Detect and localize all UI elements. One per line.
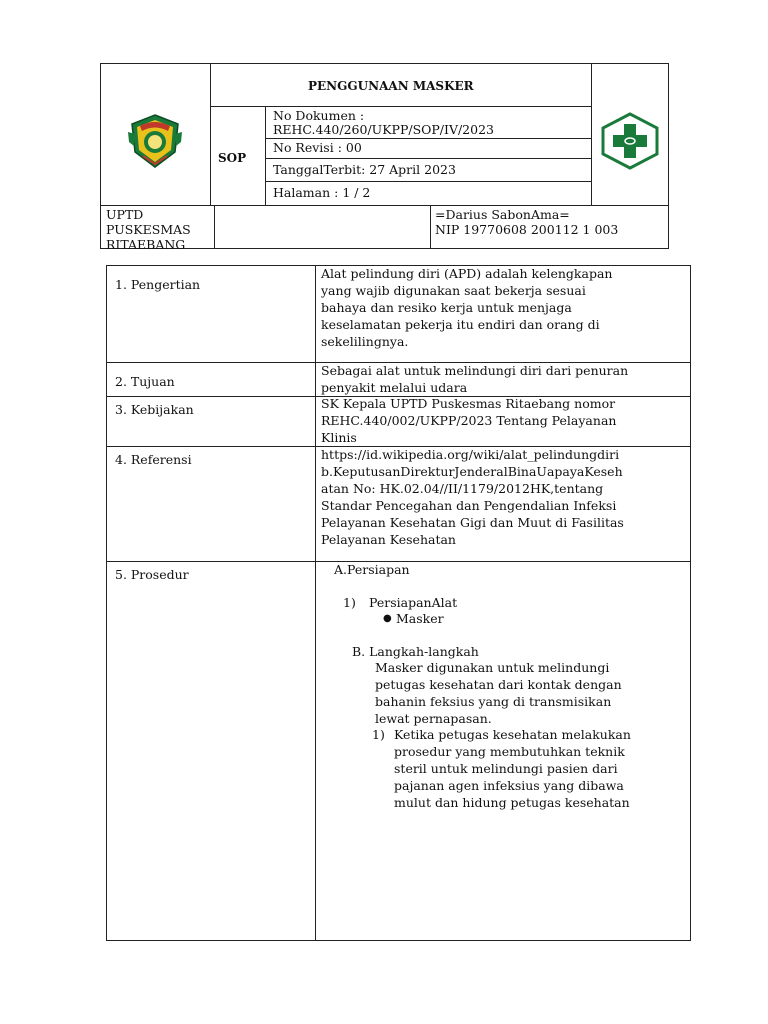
divider [430,205,431,249]
sop-content-table [106,265,691,941]
institution-line-1: UPTD [106,207,144,222]
kebijakan-text [321,395,616,446]
text-line: https://id.wikipedia.org/wiki/alat_pelindungdiri [321,447,620,462]
text-line: atan No: HK.02.04//II/1179/2012HK,tentang [321,481,604,496]
text-line: Standar Pencegahan dan Pengendalian Infeksi [321,498,617,513]
doc-number-value: REHC.440/260/UKPP/SOP/IV/2023 [273,122,494,137]
text-line: steril untuk melindungi pasien dari [394,761,618,776]
document-title: PENGGUNAAN MASKER [308,79,474,93]
institution-line-2: PUSKESMAS [106,222,191,237]
text-line: Pelayanan Kesehatan [321,532,456,547]
text-line: prosedur yang membutuhkan teknik [394,744,625,759]
text-line: Sebagai alat untuk melindungi diri dari penuran [321,363,629,378]
text-line: Ketika petugas kesehatan melakukan [394,727,631,742]
text-line: petugas kesehatan dari kontak dengan [375,677,622,692]
divider [265,158,591,159]
sop-header-table [100,63,669,252]
text-line: pajanan agen infeksius yang dibawa [394,778,624,793]
page-number: Halaman : 1 / 2 [273,185,371,200]
divider [265,138,591,139]
text-line: bahaya dan resiko kerja untuk menjaga [321,300,572,315]
bullet-icon: ● [383,613,392,624]
referensi-text [321,446,624,548]
divider [591,64,592,205]
prosedur-a-heading: A.Persiapan [334,562,410,577]
text-line: mulut dan hidung petugas kesehatan [394,795,630,810]
prosedur-b-heading: B. Langkah-langkah [352,644,479,659]
institution-line-3: RITAEBANG [106,237,186,252]
text-line: b.KeputusanDirekturJenderalBinaUapayaKeseh [321,464,623,479]
prosedur-b-intro [375,659,622,727]
text-line: lewat pernapasan. [375,711,492,726]
divider [315,266,316,940]
prosedur-a-item-text: PersiapanAlat [369,595,458,610]
label-prosedur: 5. Prosedur [115,567,189,582]
label-pengertian: 1. Pengertian [115,277,201,292]
revision-number: No Revisi : 00 [273,140,362,155]
label-tujuan: 2. Tujuan [115,374,175,389]
text-line: Alat pelindung diri (APD) adalah kelengkapan [321,266,613,281]
tujuan-text [321,362,628,396]
sop-label: SOP [218,151,247,165]
divider [210,106,591,107]
prosedur-b-item-number: 1) [372,727,385,742]
text-line: bahanin feksius yang di transmisikan [375,694,612,709]
divider [265,181,591,182]
puskesmas-cross-icon [599,112,661,170]
prosedur-b-item-text [394,726,631,811]
issue-date: TanggalTerbit: 27 April 2023 [273,162,456,177]
signer-nip: NIP 19770608 200112 1 003 [435,222,619,237]
text-line: SK Kepala UPTD Puskesmas Ritaebang nomor [321,396,616,411]
text-line: keselamatan pekerja itu endiri dan orang di [321,317,600,332]
text-line: Klinis [321,430,357,445]
text-line: penyakit melalui udara [321,380,468,395]
text-line: REHC.440/002/UKPP/2023 Tentang Pelayanan [321,413,617,428]
regency-emblem-icon [126,112,184,170]
signer-name: =Darius SabonAma= [435,207,570,222]
prosedur-bullet-text: Masker [396,611,444,626]
text-line: Pelayanan Kesehatan Gigi dan Muut di Fasilitas [321,515,624,530]
prosedur-a-item-number: 1) [343,595,356,610]
divider [265,106,266,205]
divider [210,64,211,205]
doc-number-label: No Dokumen : [273,108,365,123]
divider [214,205,215,249]
text-line: Masker digunakan untuk melindungi [375,660,610,675]
label-kebijakan: 3. Kebijakan [115,402,194,417]
pengertian-text [321,265,612,350]
text-line: yang wajib digunakan saat bekerja sesuai [321,283,586,298]
label-referensi: 4. Referensi [115,452,192,467]
text-line: sekelilingnya. [321,334,409,349]
divider [101,205,668,206]
